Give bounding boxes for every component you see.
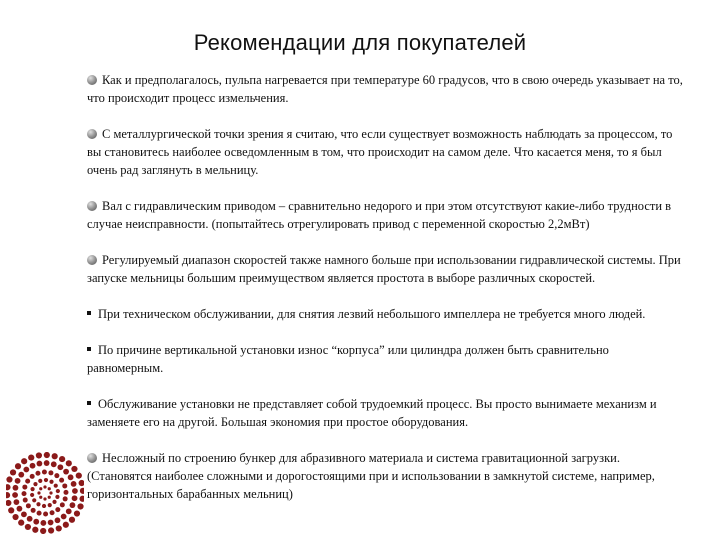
ornament-dot (68, 474, 74, 480)
ornament-dot (63, 469, 69, 475)
ornament-dot (36, 502, 40, 506)
ornament-dot (76, 473, 82, 479)
list-item (87, 125, 687, 179)
ornament-dot (61, 514, 67, 520)
ornament-dot (55, 517, 61, 523)
ornament-dot (80, 488, 84, 494)
ornament-dot (43, 511, 48, 516)
list-item-text: Обслуживание установки не представляет собой трудоемкий процесс. Вы просто вынимаете механизм и заменяете его на другой. Большая экономия при простое оборудования. (87, 397, 657, 429)
ornament-dot (42, 470, 47, 475)
ornament-dot (54, 473, 59, 478)
ornament-dot (66, 460, 72, 466)
ornament-dot (13, 485, 19, 491)
list-item-text: При техническом обслуживании, для снятия лезвий небольшого импеллера не требуется много людей. (98, 307, 646, 321)
dotted-rings-ornament-icon (6, 452, 84, 534)
ornament-dot (48, 503, 52, 507)
ornament-dot (12, 492, 18, 498)
ornament-dot (30, 463, 36, 469)
ornament-dot (69, 517, 75, 523)
ornament-dot (56, 489, 60, 493)
ornament-dot (25, 524, 31, 530)
ornament-dot (6, 492, 10, 498)
ornament-dot (22, 485, 27, 490)
ornament-dot (33, 519, 39, 525)
ornament-dot (18, 472, 24, 478)
ornament-dot (15, 478, 21, 484)
ornament-dot (72, 488, 78, 494)
list-item-text: С металлургической точки зрения я считаю, что если существует возможность наблюдать за процессом, то вы становитесь наиболее осведомленным в том, что происходит на самом деле. Что касается меня, то я был очень рад заглянуть в мельницу. (87, 127, 673, 177)
ornament-dot (39, 487, 42, 490)
ornament-dot (44, 460, 50, 466)
ornament-dot (40, 528, 46, 534)
ornament-dot (44, 452, 50, 458)
ornament-dot (18, 520, 24, 526)
ornament-dot (40, 520, 46, 526)
list-item-text: Несложный по строению бункер для абразивного материала и система гравитационной загрузки. (Становятся наиболее сложными и дорогостоящими при и использовании в замкнутой системе, например, горизонтальных барабанных мельниц) (87, 451, 655, 501)
ornament-dot (66, 508, 72, 514)
grey-sphere-bullet-icon (87, 453, 97, 463)
ornament-dot (52, 500, 56, 504)
ornament-dot (77, 503, 83, 509)
ornament-dot (51, 461, 57, 467)
ornament-dot (30, 474, 35, 479)
ornament-dot (60, 502, 65, 507)
ornament-dot (6, 500, 11, 506)
ornament-dot (30, 487, 34, 491)
ornament-dot (49, 480, 53, 484)
grey-sphere-bullet-icon (87, 255, 97, 265)
ornament-dot (17, 506, 23, 512)
ornament-dots (6, 452, 84, 534)
list-item (87, 395, 687, 431)
ornament-dot (63, 490, 68, 495)
ornament-dot (55, 495, 59, 499)
ornament-dot (6, 476, 12, 482)
black-square-bullet-icon (87, 401, 91, 405)
ornament-dot (21, 511, 27, 517)
ornament-dot (22, 491, 27, 496)
list-item (87, 251, 687, 287)
ornament-dot (35, 471, 40, 476)
ornament-dot (21, 458, 27, 464)
ornament-dot (43, 497, 46, 500)
ornament-dot (59, 478, 64, 483)
ornament-dot (33, 482, 37, 486)
ornament-dot (10, 469, 16, 475)
ornament-dot (36, 452, 42, 458)
ornament-dot (49, 491, 52, 494)
ornament-dot (25, 479, 30, 484)
ornament-dot (32, 498, 36, 502)
ornament-dot (55, 507, 60, 512)
ornament-dot (38, 479, 42, 483)
list-item-text: Вал с гидравлическим приводом – сравнительно недорого и при этом отсутствуют какие-либо трудности в случае неисправности. (попытайтесь отрегулировать привод с переменной скоростью 2,2мВт) (87, 199, 672, 231)
ornament-dot (54, 484, 58, 488)
ornament-dot (8, 507, 14, 513)
ornament-dot (12, 514, 18, 520)
ornament-dot (15, 463, 21, 469)
recommendations-list (87, 71, 687, 503)
ornament-dot (48, 527, 54, 533)
ornament-dot (44, 478, 48, 482)
grey-sphere-bullet-icon (87, 129, 97, 139)
ornament-dot (63, 496, 68, 501)
ornament-dot (62, 483, 67, 488)
ornament-dot (37, 511, 42, 516)
ornament-dot (43, 485, 46, 488)
black-square-bullet-icon (87, 347, 91, 351)
list-item-text: Регулируемый диапазон скоростей также намного больше при использовании гидравлической системы. При запуске мельницы большим преимуществом является простота в выборе различных скоростей. (87, 253, 681, 285)
ornament-dot (37, 461, 43, 467)
list-item (87, 197, 687, 233)
ornament-dot (23, 467, 29, 473)
ornament-dot (14, 499, 20, 505)
ornament-dot (27, 516, 33, 522)
ornament-dot (52, 453, 58, 459)
ornament-dot (48, 520, 54, 526)
ornament-dot (37, 491, 40, 494)
list-item (87, 341, 687, 377)
list-item (87, 71, 687, 107)
ornament-dot (71, 481, 77, 487)
ornament-dot (32, 527, 38, 533)
grey-sphere-bullet-icon (87, 201, 97, 211)
ornament-dot (6, 484, 11, 490)
ornament-dot (79, 480, 84, 486)
page-title: Рекомендации для покупателей (193, 30, 527, 55)
ornament-dot (31, 508, 36, 513)
ornament-dot (48, 470, 53, 475)
list-item-text: По причине вертикальной установки износ “корпуса” или цилиндра должен быть сравнительно равномерным. (87, 343, 609, 375)
ornament-dot (48, 487, 51, 490)
black-square-bullet-icon (87, 311, 91, 315)
list-item (87, 305, 687, 323)
ornament-dot (48, 496, 51, 499)
ornament-dot (26, 503, 31, 508)
ornament-dot (59, 456, 65, 462)
ornament-dot (71, 466, 77, 472)
ornament-dot (30, 493, 34, 497)
ornament-dot (57, 464, 63, 470)
list-item (87, 449, 687, 503)
ornament-dot (74, 510, 80, 516)
ornament-dot (56, 525, 62, 531)
list-item-text: Как и предполагалось, пульпа нагревается при температуре 60 градусов, что в свою очередь указывает на то, что происходит процесс измельчения. (87, 73, 683, 105)
ornament-dot (79, 496, 84, 502)
ornament-dot (23, 498, 28, 503)
ornament-dot (72, 495, 78, 501)
ornament-dot (63, 522, 69, 528)
grey-sphere-bullet-icon (87, 75, 97, 85)
ornament-dot (39, 496, 42, 499)
ornament-dot (70, 502, 76, 508)
ornament-dot (50, 510, 55, 515)
ornament-dot (42, 504, 46, 508)
ornament-dot (28, 454, 34, 460)
